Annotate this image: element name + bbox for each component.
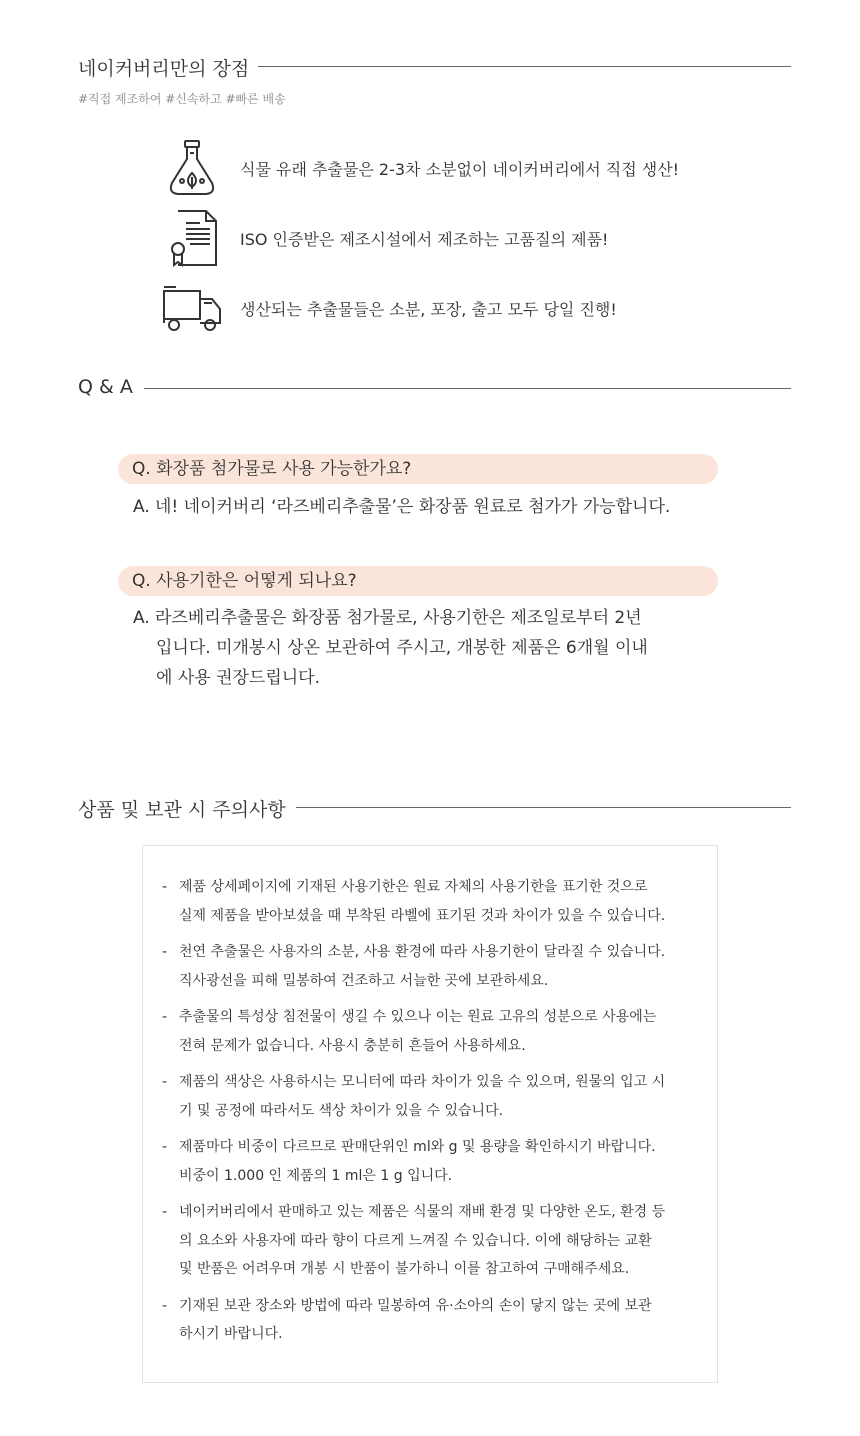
feature-same-day: [160, 276, 617, 340]
notice-line: 제품마다 비중이 다르므로 판매단위인 ml와 g 및 용량을 확인하시기 바랍니다.: [179, 1139, 656, 1155]
notice-list: [162, 873, 702, 1357]
qa-question-2: Q. 사용기한은 어떻게 되나요?: [118, 566, 718, 596]
notice-line: 제품의 색상은 사용하시는 모니터에 따라 차이가 있을 수 있으며, 원물의 입고 시: [179, 1074, 666, 1090]
qa-answer-1: [133, 492, 670, 522]
answer-line: 라즈베리추출물은 화장품 첨가물로, 사용기한은 제조일로부터 2년: [155, 608, 642, 628]
answer-line: 네! 네이커버리 ‘라즈베리추출물’은 화장품 원료로 첨가가 가능합니다.: [155, 497, 671, 517]
qa-title-text: Q & A: [78, 376, 133, 398]
notice-line: 제품 상세페이지에 기재된 사용기한은 원료 자체의 사용기한을 표기한 것으로: [179, 879, 648, 895]
bullet-dash: -: [162, 1297, 168, 1314]
qa-answer-2: [133, 603, 648, 693]
notice-line: 네이커버리에서 판매하고 있는 제품은 식물의 재배 환경 및 다양한 온도, 환경 등: [179, 1204, 666, 1220]
notice-line: 실제 제품을 받아보셨을 때 부착된 라벨에 표기된 것과 차이가 있을 수 있습니다.: [179, 907, 666, 924]
answer-prefix: A.: [133, 497, 150, 517]
answer-line: 입니다. 미개봉시 상온 보관하여 주시고, 개봉한 제품은 6개월 이내: [156, 638, 648, 658]
list-item: [162, 1133, 702, 1190]
notice-title-text: 상품 및 보관 시 주의사항: [78, 799, 286, 821]
notice-line: 기 및 공정에 따라서도 색상 차이가 있을 수 있습니다.: [179, 1102, 504, 1119]
notice-line: 천연 추출물은 사용자의 소분, 사용 환경에 따라 사용기한이 달라질 수 있습니다.: [179, 944, 666, 960]
delivery-truck-icon: [160, 276, 224, 340]
notice-divider: [296, 807, 791, 808]
notice-line: 기재된 보관 장소와 방법에 따라 밀봉하여 유·소아의 손이 닿지 않는 곳에 보관: [179, 1297, 652, 1314]
feature-text: ISO 인증받은 제조시설에서 제조하는 고품질의 제품!: [240, 229, 609, 249]
bullet-dash: -: [162, 1009, 168, 1025]
advantages-divider: [258, 66, 791, 67]
feature-text: 식물 유래 추출물은 2-3차 소분없이 네이커버리에서 직접 생산!: [240, 159, 680, 179]
list-item: [162, 1292, 702, 1349]
notice-line: 전혀 문제가 없습니다. 사용시 충분히 흔들어 사용하세요.: [179, 1037, 526, 1054]
advantages-title-text: 네이커버리만의 장점: [78, 58, 250, 80]
advantages-tags: #직접 제조하여 #신속하고 #빠른 배송: [78, 92, 286, 106]
notice-line: 하시기 바랍니다.: [179, 1326, 283, 1342]
feature-iso-certified: [160, 206, 608, 270]
feature-text: 생산되는 추출물들은 소분, 포장, 출고 모두 당일 진행!: [240, 299, 617, 319]
bullet-dash: -: [162, 1074, 168, 1090]
list-item: [162, 1198, 702, 1284]
feature-direct-production: [160, 136, 679, 200]
bullet-dash: -: [162, 1139, 168, 1155]
list-item: [162, 1068, 702, 1125]
answer-line: 에 사용 권장드립니다.: [156, 668, 321, 688]
qa-question-1: Q. 화장품 첨가물로 사용 가능한가요?: [118, 454, 718, 484]
notice-line: 비중이 1.000 인 제품의 1 ml은 1 g 입니다.: [179, 1167, 453, 1184]
advantages-title: [78, 54, 249, 81]
qa-title: [78, 376, 133, 398]
list-item: [162, 938, 702, 995]
answer-prefix: A.: [133, 608, 150, 628]
qa-divider: [144, 388, 791, 389]
notice-line: 추출물의 특성상 침전물이 생길 수 있으나 이는 원료 고유의 성분으로 사용에는: [179, 1009, 657, 1025]
notice-line: 및 반품은 어려우며 개봉 시 반품이 불가하니 이를 참고하여 구매해주세요.: [179, 1261, 630, 1277]
notice-line: 직사광선을 피해 밀봉하여 건조하고 서늘한 곳에 보관하세요.: [179, 972, 549, 989]
notice-line: 의 요소와 사용자에 따라 향이 다르게 느껴질 수 있습니다. 이에 해당하는 교환: [179, 1232, 652, 1249]
flask-leaf-icon: [160, 136, 224, 200]
list-item: [162, 1003, 702, 1060]
bullet-dash: -: [162, 1204, 168, 1220]
bullet-dash: -: [162, 879, 168, 895]
bullet-dash: -: [162, 944, 168, 960]
notice-title: [78, 795, 286, 822]
certificate-icon: [160, 206, 224, 270]
list-item: [162, 873, 702, 930]
